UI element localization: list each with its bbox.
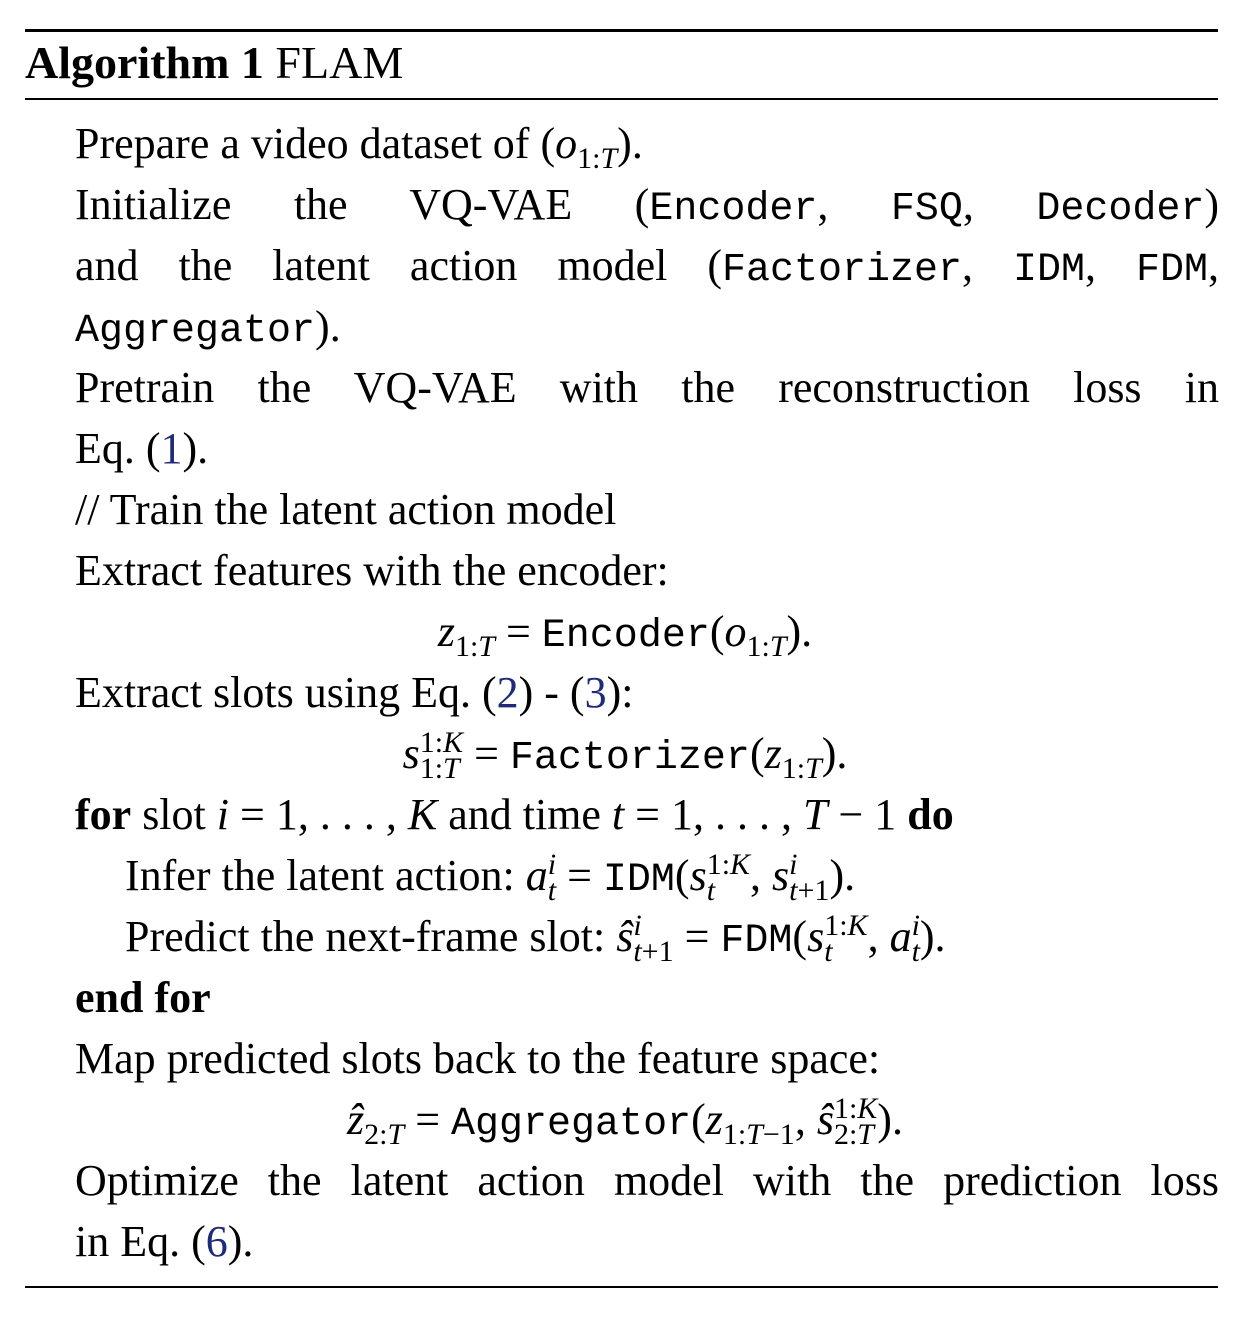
idm-name: IDM [1013, 248, 1086, 293]
eq-ref-3[interactable]: 3 [584, 668, 607, 717]
eq-ref-2[interactable]: 2 [496, 668, 519, 717]
step-initialize-lam-cont: Aggregator). [75, 302, 341, 354]
step-pretrain: Pretrain the VQ-VAE with the reconstruction loss in [75, 363, 1219, 412]
loop-for: for slot i = 1, . . . , K and time t = 1, . . . , T − 1 do [75, 790, 954, 839]
loop-end: end for [75, 973, 211, 1022]
equation-factorizer: s 1:K 1:T = $Factorizer(z_{1:T})$. [402, 725, 848, 785]
aggregator-name: Aggregator [75, 309, 316, 354]
decoder-name: Decoder [1036, 187, 1205, 232]
algorithm-name: FLAM [275, 37, 404, 88]
step-pretrain-cont: Eq. (1). [75, 424, 209, 473]
loop-predict-slot: Predict the next-frame slot: ŝ i t+1 = FDM(s 1:K t , a i t ). [125, 908, 946, 968]
step-extract-features: Extract features with the encoder: [75, 546, 669, 595]
header-rule [25, 98, 1218, 100]
algorithm-caption [25, 35, 403, 91]
step-prepare-dataset: Prepare a video dataset of $(o_{1:T})$. [75, 119, 643, 175]
comment-train: // Train the latent action model [75, 485, 617, 534]
step-initialize-lam: and the latent action model (Factorizer, IDM, FDM, [75, 241, 1220, 293]
top-rule [25, 29, 1218, 32]
bottom-rule [25, 1286, 1218, 1288]
step-extract-slots: Extract slots using Eq. (2) - (3): [75, 668, 634, 717]
encoder-name: Encoder [649, 187, 818, 232]
step-optimize: Optimize the latent action model with the prediction loss [75, 1156, 1219, 1205]
eq-ref-1[interactable]: 1 [160, 424, 183, 473]
equation-aggregator: ẑ$_{2:T}$ = $Aggregator(z_{1:T-1}$, ŝ 1:K 2:T ). [347, 1091, 903, 1151]
factorizer-name: Factorizer [722, 248, 963, 293]
algorithm-label: Algorithm 1 [25, 37, 264, 88]
loop-infer-action: Infer the latent action: a i t = IDM(s 1:K t , s i t+1 ). [125, 847, 856, 907]
step-map-slots: Map predicted slots back to the feature space: [75, 1034, 881, 1083]
fdm-name: FDM [1136, 248, 1209, 293]
step-initialize-vqvae: Initialize the VQ-VAE (Encoder, FSQ, Decoder) [75, 180, 1220, 232]
equation-encoder: $z_{1:T}$ = $Encoder(o_{1:T})$. [437, 607, 813, 663]
eq-ref-6[interactable]: 6 [205, 1217, 228, 1266]
step-optimize-cont: in Eq. (6). [75, 1217, 254, 1266]
fsq-name: FSQ [890, 187, 963, 232]
